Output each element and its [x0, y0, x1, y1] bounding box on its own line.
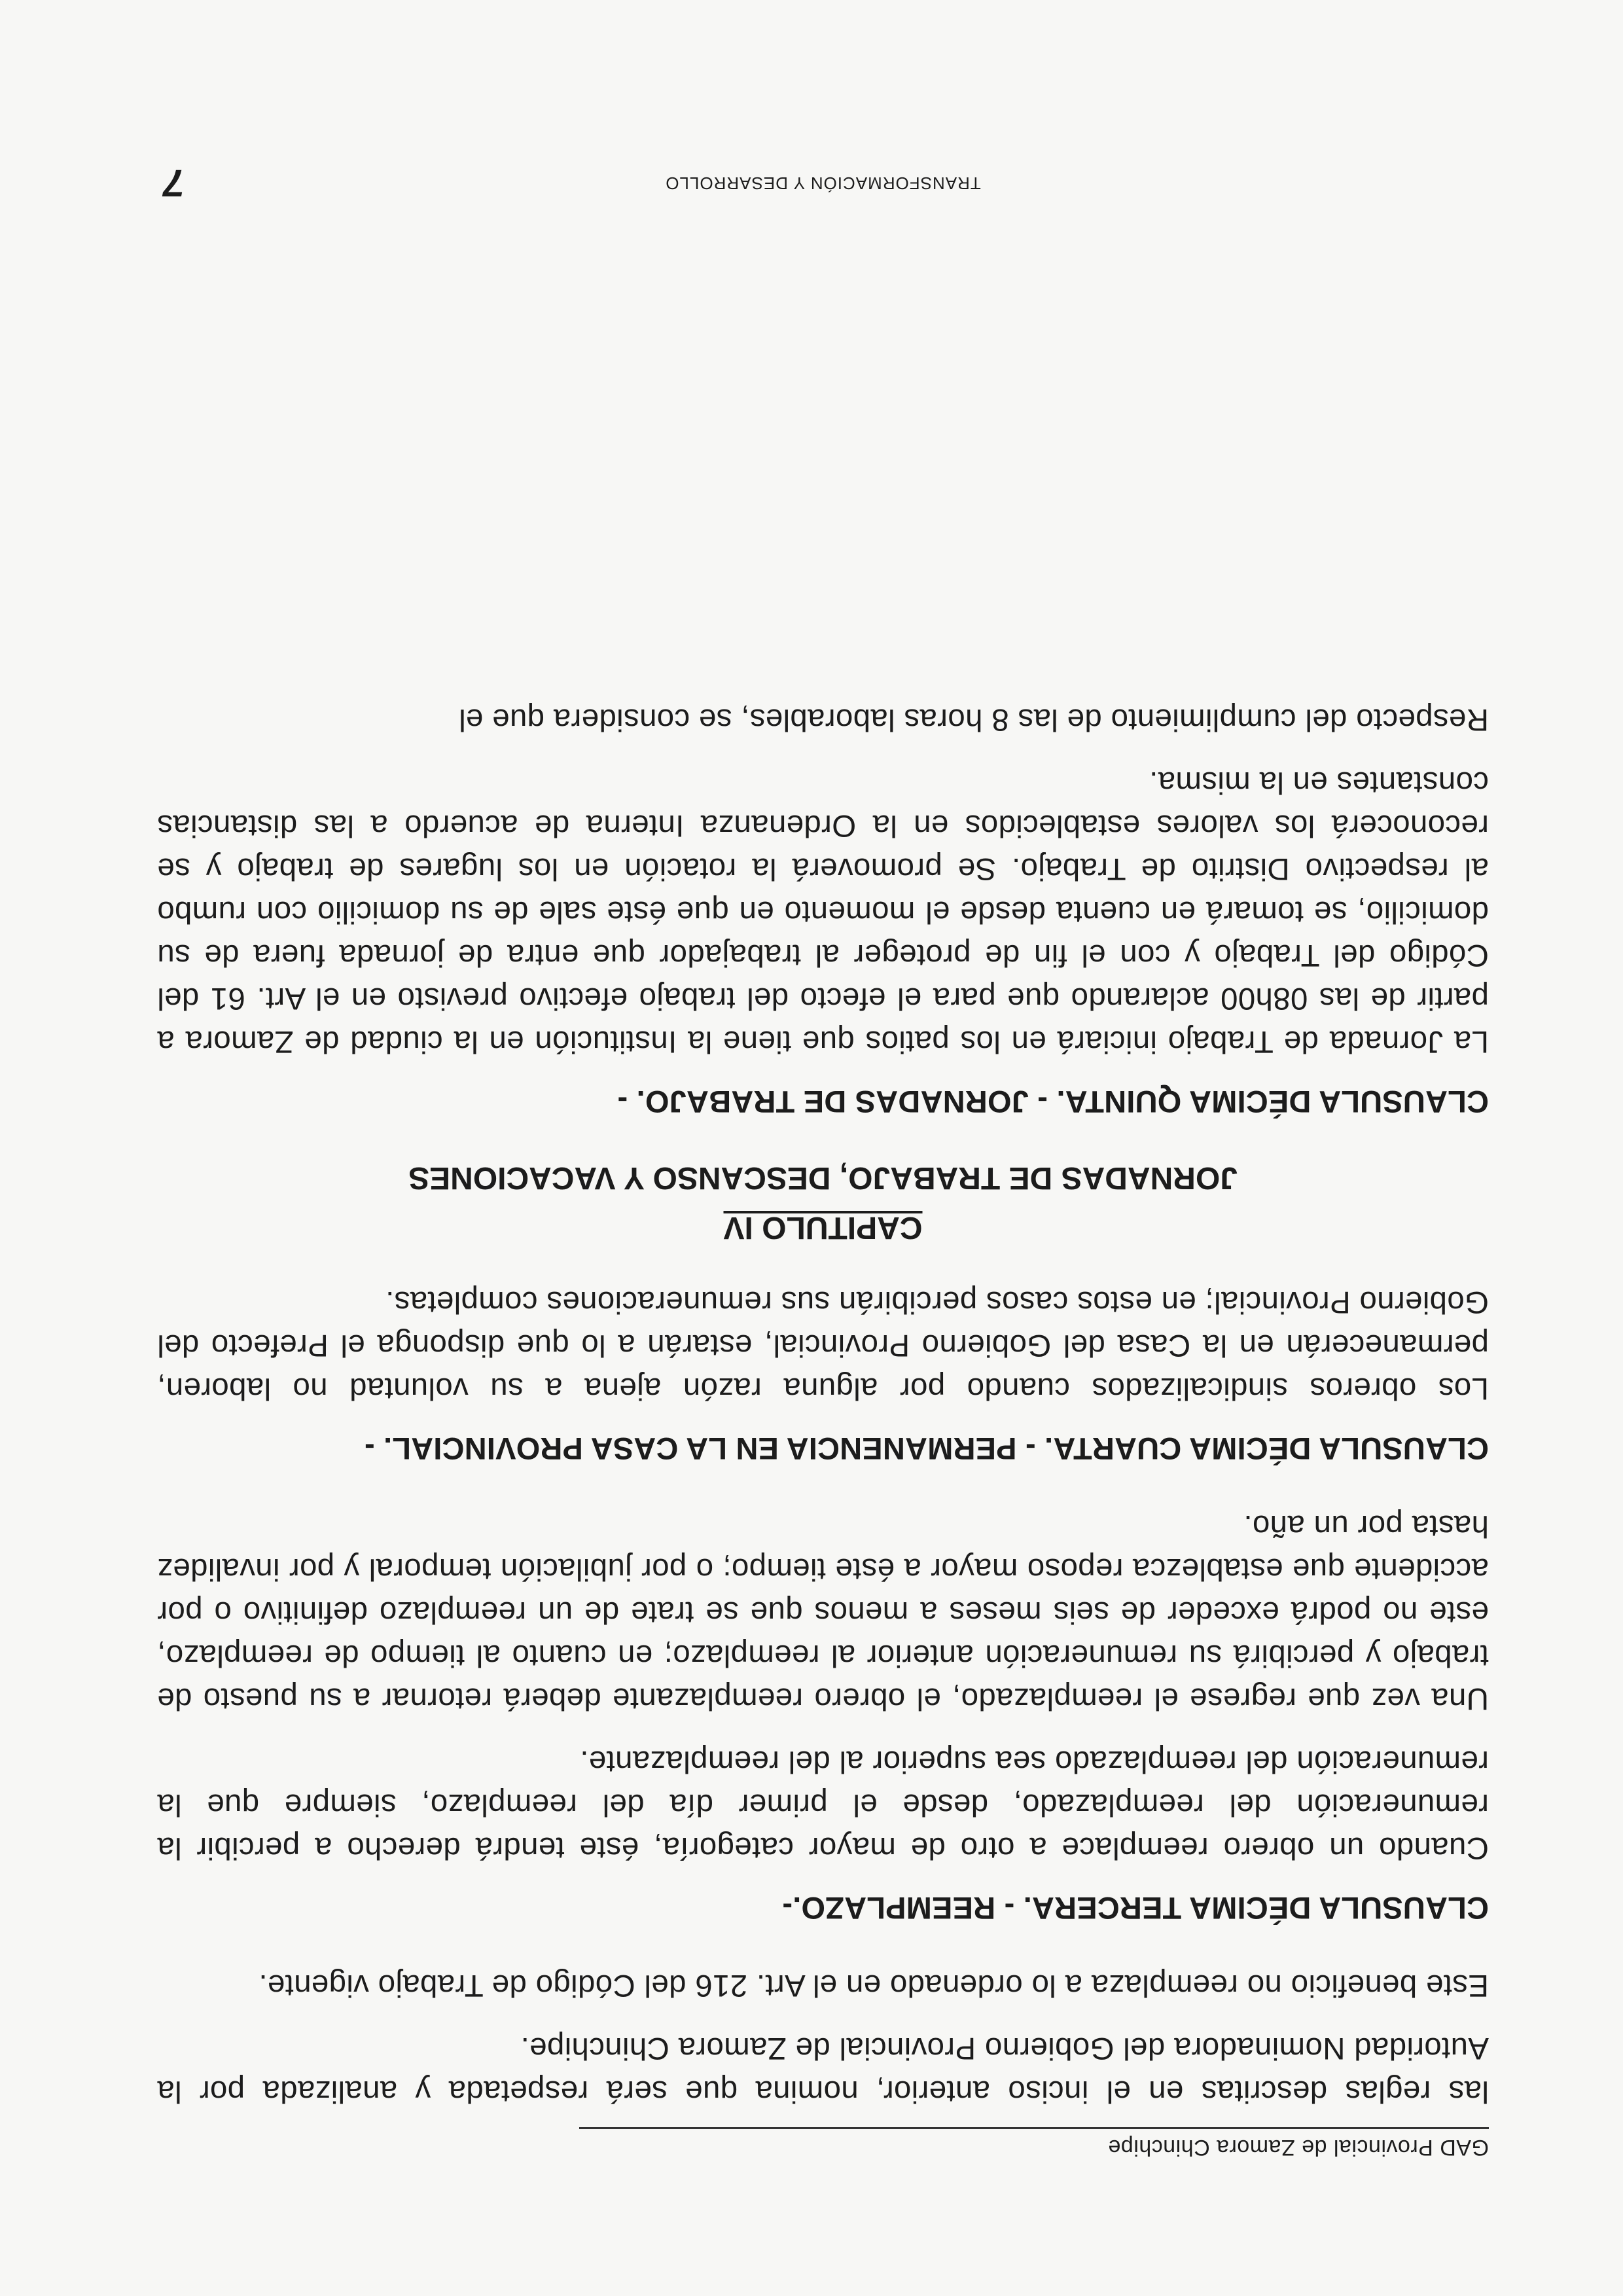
chapter-heading	[157, 1157, 1489, 1247]
clause-13-heading: CLAUSULA DÉCIMA TERCERA. - REEMPLAZO.-	[782, 1891, 1489, 1926]
chapter-title: JORNADAS DE TRABAJO, DESCANSO Y VACACIONES	[408, 1160, 1238, 1195]
clause-14-heading: CLAUSULA DÉCIMA CUARTA. - PERMANENCIA EN LA CASA PROVINCIAL. -	[364, 1431, 1489, 1466]
paragraph-permanence: Los obreros sindicalizados cuando por alguna razón ajena a su voluntad no laboren, permanecerán en la Casa del Gobierno Provincial, estarán a lo que disponga el Prefecto del Gobierno Provincial; en estos casos percibirán sus remuneraciones completas.	[157, 1285, 1489, 1406]
header-institution: GAD Provincial de Zamora Chinchipe	[1107, 2135, 1489, 2160]
paragraph-eight-hours: Respecto del cumplimiento de las 8 horas laborables, se considera que el	[458, 702, 1489, 737]
clause-15-heading: CLAUSULA DÉCIMA QUINTA. - JORNADAS DE TRABAJO. -	[617, 1085, 1489, 1119]
page-header	[579, 2127, 1489, 2181]
page-footer	[157, 113, 1489, 205]
paragraph-replacement-return: Una vez que regrese el reemplazado, el obrero reemplazante deberá retornar a su puesto de trabajo y percibirá su remuneración anterior al reemplazo; en cuanto al tiempo de reemplazo, este no podrá exceder de seis meses a menos que se trate de un reemplazo definitivo o por accidente que establezca reposo mayor a éste tiempo; o por jubilación temporal y por invalidez hasta por un año.	[157, 1509, 1489, 1716]
paragraph-replacement-pay: Cuando un obrero reemplace a otro de mayor categoría, éste tendrá derecho a percibir la remuneración del reemplazado, desde el primer día del reemplazo, siempre que la remuneración del reemplazado sea superior al del reemplazante.	[157, 1744, 1489, 1865]
paragraph-working-hours: La Jornada de Trabajo iniciará en los patios que tiene la Institución en la ciudad de Zamora a partir de las 08h00 aclarando que para el efecto del trabajo efectivo previsto en el Art. 61 del Código del Trabajo y con el fin de proteger al trabajador que entra de jornada fuera de su domicilio, se tomará en cuenta desde el momento en que éste sale de su domicilio con rumbo al respectivo Distrito de Trabajo. Se promoverá la rotación en los lugares de trabajo y se reconocerá los valores establecidos en la Ordenanza Interna de acuerdo a las distancias constantes en la misma.	[157, 765, 1489, 1059]
document-page	[157, 113, 1489, 2181]
paragraph-continuation: las reglas descritas en el inciso anterior, nomina que será respetada y analizada por la Autoridad Nominadora del Gobierno Provincial de Zamora Chinchipe.	[157, 2031, 1489, 2109]
chapter-number: CAPITULO IV	[723, 1210, 923, 1245]
page-number: 7	[164, 162, 185, 204]
paragraph-benefit-note: Este beneficio no reemplaza a lo ordenado en el Art. 216 del Código de Trabajo vigente.	[259, 1968, 1489, 2003]
document-body	[157, 698, 1489, 2113]
footer-tagline: TRANSFORMACIÓN Y DESARROLLO	[665, 173, 981, 193]
